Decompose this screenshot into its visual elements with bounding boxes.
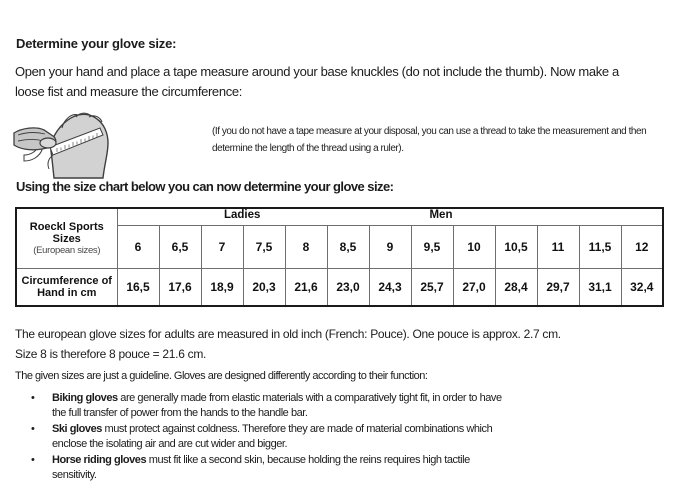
circumference-cell: 24,3 (369, 269, 411, 307)
size-cell: 8 (285, 226, 327, 269)
size-cell: 7 (201, 226, 243, 269)
hand-tape-measure-icon (12, 103, 116, 179)
circumference-cell: 17,6 (159, 269, 201, 307)
size-cell: 6 (117, 226, 159, 269)
glove-function-list (15, 391, 502, 484)
size-cell: 6,5 (159, 226, 201, 269)
circumference-cell: 29,7 (537, 269, 579, 307)
gender-header-row (117, 208, 663, 226)
heading-determine-glove-size: Determine your glove size: (16, 36, 177, 51)
row-header-line: Circumference of (21, 275, 112, 287)
glove-size-table (15, 207, 664, 307)
bullet-bold-label: Horse riding gloves (52, 454, 147, 466)
pouce-line-1: The european glove sizes for adults are measured in old inch (French: Pouce). One pouce is approx. 2.7 cm. (15, 327, 561, 341)
circumference-cell: 25,7 (411, 269, 453, 307)
tape-alternative-note (212, 123, 646, 157)
gender-header-ladies: Ladies (223, 209, 261, 221)
size-cell: 11,5 (579, 226, 621, 269)
row-header-subline: (European sizes) (33, 244, 101, 256)
circumference-cell: 16,5 (117, 269, 159, 307)
bullet-text: are generally made from elastic materials with a comparatively tight fit, in order to have (117, 392, 502, 404)
intro-line-2: loose fist and measure the circumference: (15, 84, 242, 99)
size-cell: 9 (369, 226, 411, 269)
size-cell: 12 (621, 226, 663, 269)
circumference-row (16, 269, 663, 307)
bullet-line (15, 453, 502, 468)
bullet-line: sensitivity. (52, 469, 97, 481)
bullet-icon: • (31, 423, 35, 435)
circumference-cell: 28,4 (495, 269, 537, 307)
size-cell: 10 (453, 226, 495, 269)
size-cell: 10,5 (495, 226, 537, 269)
bullet-line: the full transfer of power from the hands to the handle bar. (52, 407, 308, 419)
bullet-bold-label: Ski gloves (52, 423, 102, 435)
bullet-bold-label: Biking gloves (52, 392, 118, 404)
heading-size-chart: Using the size chart below you can now determine your glove size: (16, 179, 394, 194)
circumference-cell: 31,1 (579, 269, 621, 307)
list-item-ski-gloves (15, 422, 502, 452)
intro-paragraph (15, 62, 619, 102)
list-item-biking-gloves (15, 391, 502, 421)
size-cell: 8,5 (327, 226, 369, 269)
bullet-icon: • (31, 392, 35, 404)
bullet-text: must fit like a second skin, because holding the reins requires high tactile (146, 454, 470, 466)
bullet-text: must protect against coldness. Therefore they are made of material combinations which (101, 423, 493, 435)
row-header-line: Roeckl Sports (29, 220, 104, 233)
circumference-cell: 32,4 (621, 269, 663, 307)
row-header-line: Sizes (52, 232, 81, 245)
circumference-cell: 21,6 (285, 269, 327, 307)
row-header-roeckl-sizes (16, 208, 117, 269)
bullet-line (15, 391, 502, 406)
pouce-line-2: Size 8 is therefore 8 pouce = 21.6 cm. (15, 347, 207, 361)
size-cell: 11 (537, 226, 579, 269)
circumference-cell: 27,0 (453, 269, 495, 307)
guideline-intro: The given sizes are just a guideline. Gloves are designed differently according to their function: (15, 370, 428, 382)
gender-header-men: Men (429, 209, 453, 221)
bullet-icon: • (31, 454, 35, 466)
circumference-cell: 20,3 (243, 269, 285, 307)
pouce-paragraph (15, 324, 561, 364)
circumference-cell: 23,0 (327, 269, 369, 307)
note-line-1: (If you do not have a tape measure at your disposal, you can use a thread to take the measurement and then (212, 126, 647, 137)
size-cell: 7,5 (243, 226, 285, 269)
bullet-line: enclose the isolating air and are cut wider and bigger. (52, 438, 288, 450)
bullet-line (15, 422, 502, 437)
size-cell: 9,5 (411, 226, 453, 269)
circumference-cell: 18,9 (201, 269, 243, 307)
list-item-horse-riding-gloves (15, 453, 502, 483)
row-header-line: Hand in cm (37, 287, 97, 299)
note-line-2: determine the length of the thread using a ruler). (212, 143, 404, 154)
row-header-circumference (16, 269, 117, 307)
intro-line-1: Open your hand and place a tape measure around your base knuckles (do not include the thumb). Now make a (15, 64, 619, 79)
